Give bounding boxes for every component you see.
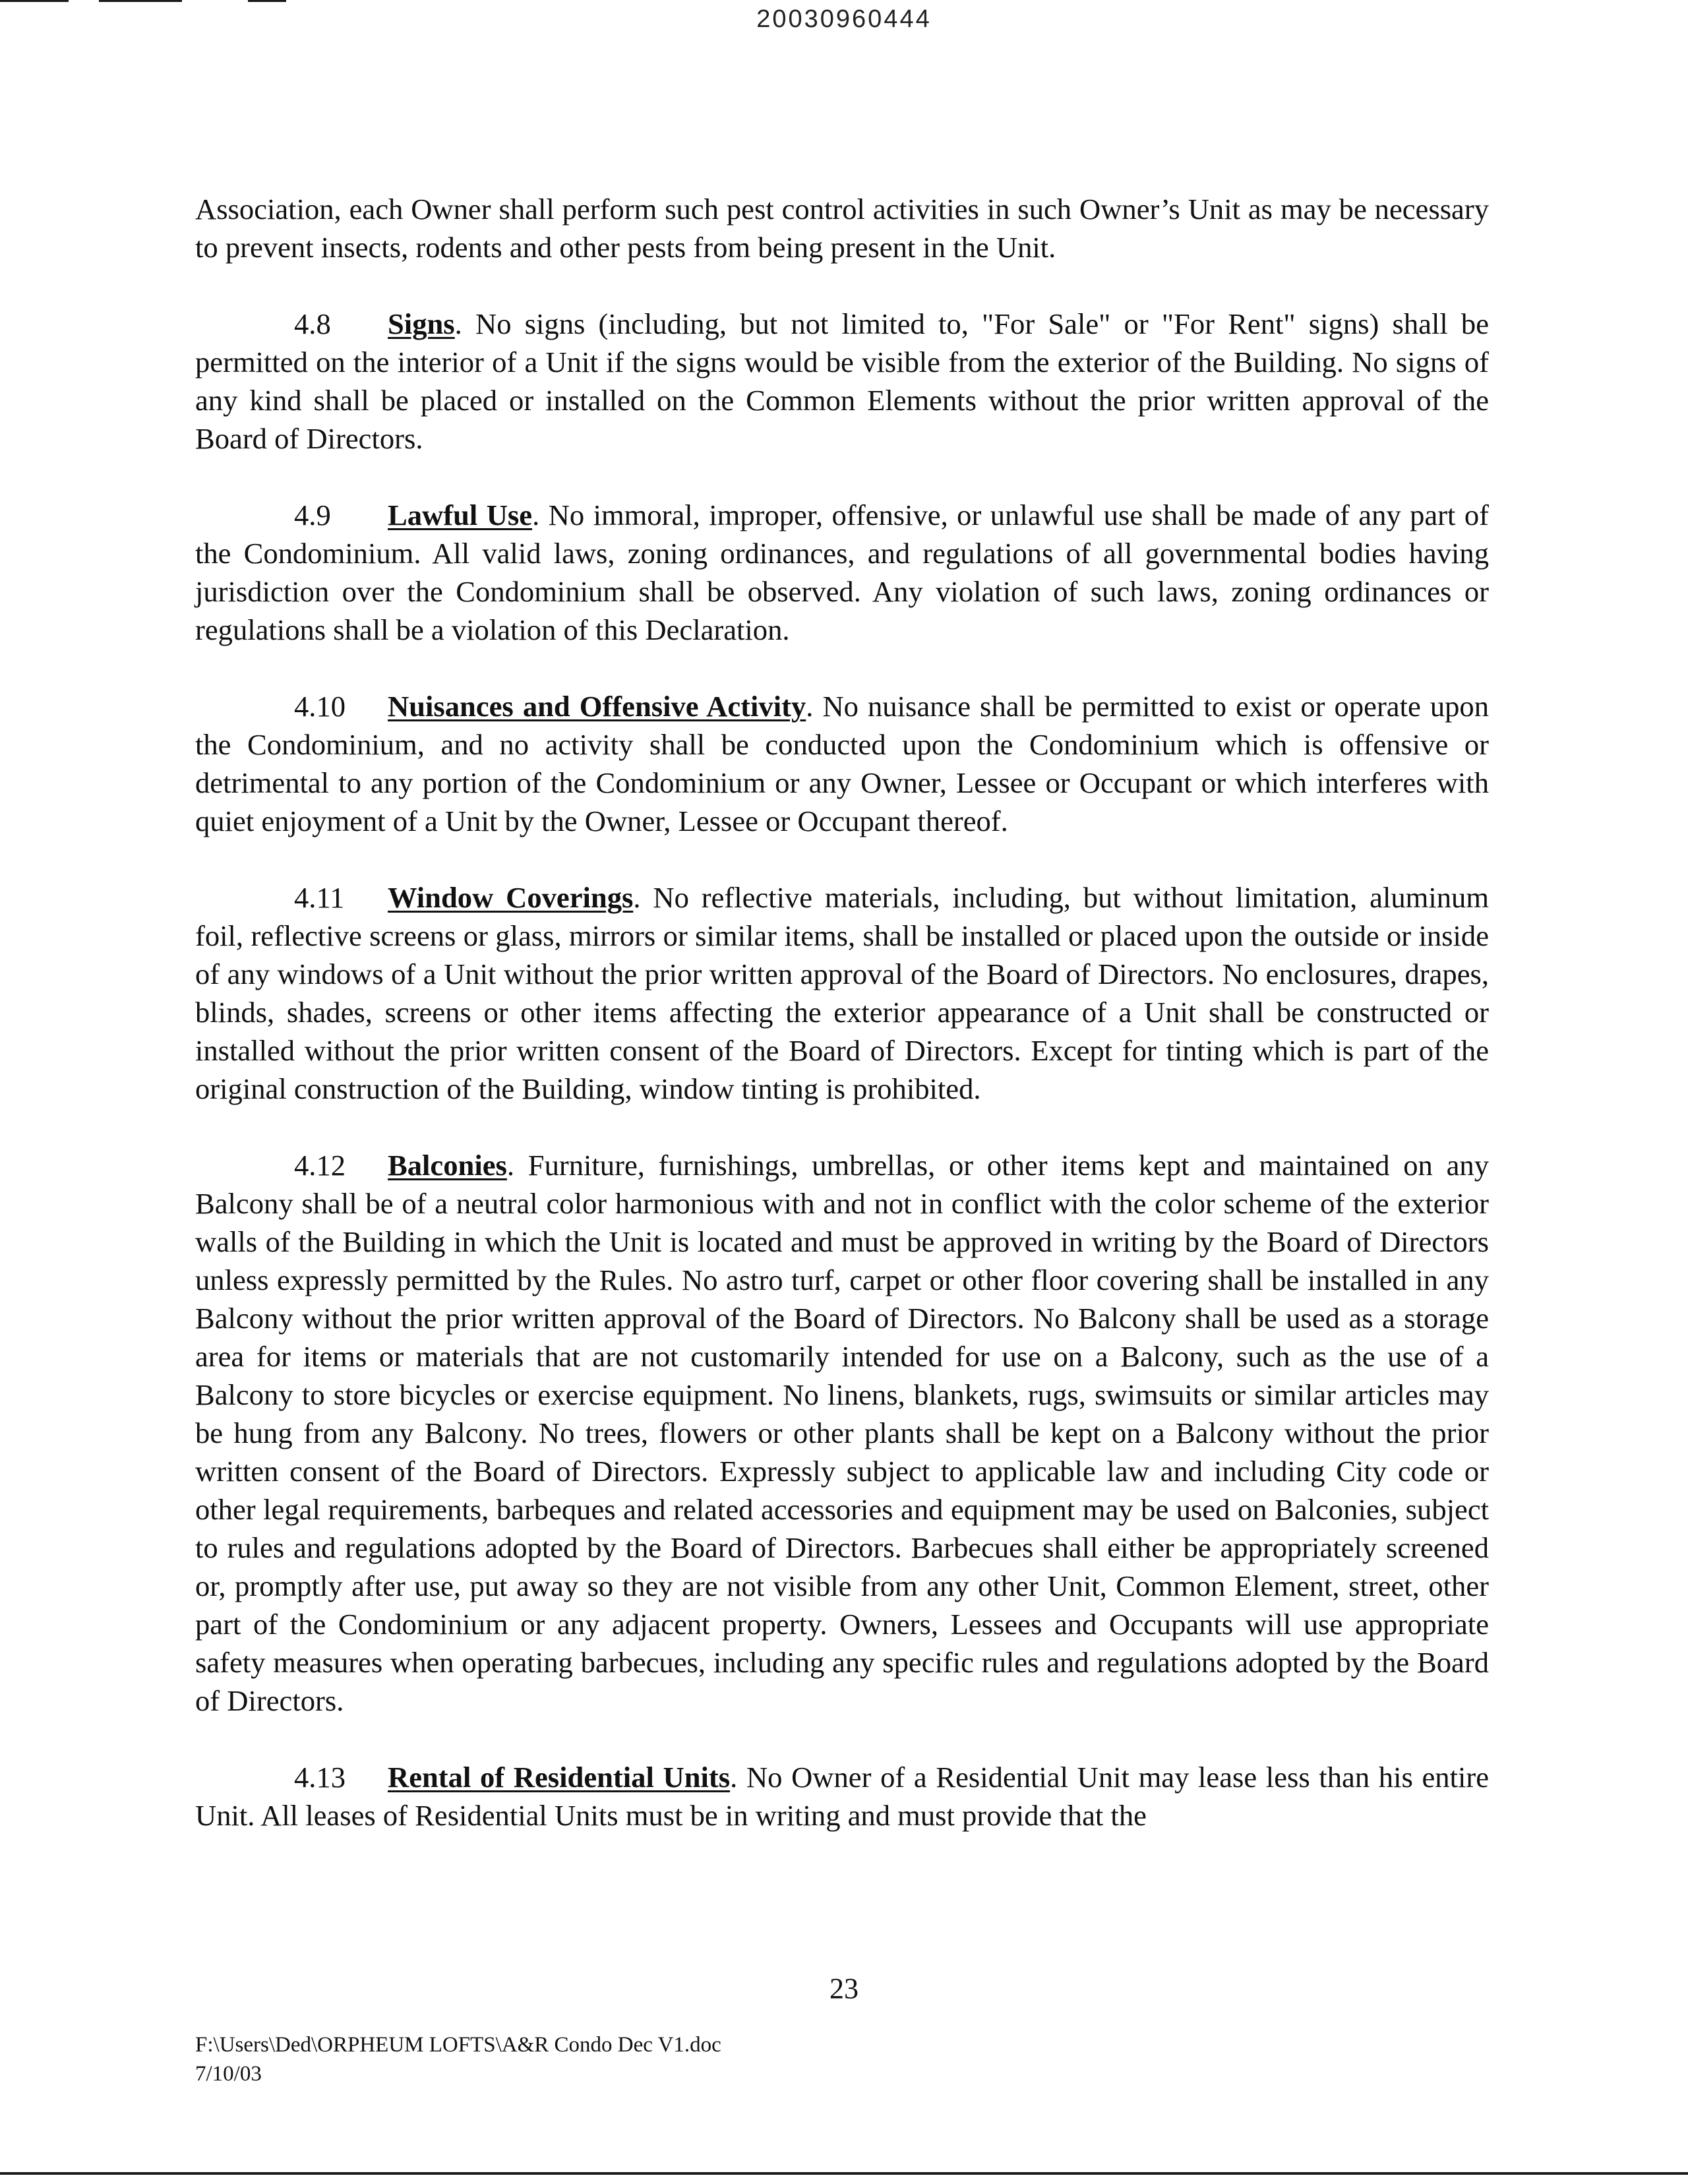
- section-number: 4.12: [294, 1149, 346, 1182]
- scan-artifact-top-3: [248, 0, 286, 2]
- section-4-12: 4.12 Balconies. Furniture, furnishings, umbrellas, or other items kept and maintained on any Balcony shall be of a neutral color harmonious with and not in conflict with the color scheme of the exterior walls of the Building in which the Unit is located and must be approved in writing by the Board of Directors unless expressly permitted by the Rules. No astro turf, carpet or other floor covering shall be installed in any Balcony without the prior written approval of the Board of Directors. No Balcony shall be used as a storage area for items or materials that are not customarily intended for use on a Balcony, such as the use of a Balcony to store bicycles or exercise equipment. No linens, blankets, rugs, swimsuits or similar articles may be hung from any Balcony. No trees, flowers or other plants shall be kept on a Balcony without the prior written consent of the Board of Directors. Expressly subject to applicable law and including City code or other legal requirements, barbeques and related accessories and equipment may be used on Balconies, subject to rules and regulations adopted by the Board of Directors. Barbecues shall either be appropriately screened or, promptly after use, put away so they are not visible from any other Unit, Common Element, street, other part of the Condominium or any adjacent property. Owners, Lessees and Occupants will use appropriate safety measures when operating barbecues, including any specific rules and regulations adopted by the Board of Directors.: [195, 1146, 1489, 1720]
- footer-date: 7/10/03: [195, 2062, 262, 2086]
- intro-paragraph: Association, each Owner shall perform such pest control activities in such Owner’s Unit as may be necessary to prevent insects, rodents and other pests from being present in the Unit.: [195, 193, 1489, 264]
- section-text: No Owner of a Residential Unit may lease less than his entire Unit. All leases of Residential Units must be in writing and must provide that the: [195, 1761, 1489, 1832]
- page-number: 23: [829, 1972, 859, 2005]
- section-number: 4.13: [294, 1761, 346, 1794]
- section-number: 4.8: [294, 307, 331, 340]
- section-number: 4.9: [294, 499, 331, 531]
- section-4-11: 4.11 Window Coverings. No reflective materials, including, but without limitation, aluminum foil, reflective screens or glass, mirrors or similar items, shall be installed or placed upon the outside or inside of any windows of a Unit without the prior written approval of the Board of Directors. No enclosures, drapes, blinds, shades, screens or other items affecting the exterior appearance of a Unit shall be constructed or installed without the prior written consent of the Board of Directors. Except for tinting which is part of the original construction of the Building, window tinting is prohibited.: [195, 878, 1489, 1108]
- scan-artifact-top-2: [99, 0, 182, 2]
- section-number: 4.11: [294, 881, 345, 914]
- section-4-8: 4.8 Signs. No signs (including, but not limited to, "For Sale" or "For Rent" signs) shall be permitted on the interior of a Unit if the signs would be visible from the exterior of the Building. No signs of any kind shall be placed or installed on the Common Elements without the prior written approval of the Board of Directors.: [195, 305, 1489, 458]
- section-title: Rental of Residential Units: [388, 1761, 731, 1794]
- section-text: No signs (including, but not limited to, "For Sale" or "For Rent" signs) shall be permitted on the interior of a Unit if the signs would be visible from the exterior of the Building. No signs of any kind shall be placed or installed on the Common Elements without the prior written approval of the Board of Directors.: [195, 307, 1490, 455]
- document-body: [195, 190, 1489, 1873]
- section-4-13: 4.13 Rental of Residential Units. No Owner of a Residential Unit may lease less than his entire Unit. All leases of Residential Units must be in writing and must provide that the: [195, 1758, 1489, 1835]
- scan-artifact-top-1: [0, 0, 69, 2]
- section-4-9: 4.9 Lawful Use. No immoral, improper, offensive, or unlawful use shall be made of any part of the Condominium. All valid laws, zoning ordinances, and regulations of all governmental bodies having jurisdiction over the Condominium shall be observed. Any violation of such laws, zoning ordinances or regulations shall be a violation of this Declaration.: [195, 496, 1489, 649]
- document-number: 20030960444: [756, 5, 932, 33]
- section-text: No immoral, improper, offensive, or unlawful use shall be made of any part of the Condominium. All valid laws, zoning ordinances, and regulations of all governmental bodies having jurisdiction over the Condominium shall be observed. Any violation of such laws, zoning ordinances or regulations shall be a violation of this Declaration.: [195, 499, 1489, 646]
- footer-file-path: F:\Users\Ded\ORPHEUM LOFTS\A&R Condo Dec V1.doc: [195, 2033, 721, 2057]
- section-title: Signs: [388, 307, 455, 340]
- scan-artifact-bottom: [0, 2172, 1688, 2175]
- section-title: Nuisances and Offensive Activity: [388, 690, 806, 723]
- section-title: Balconies: [388, 1149, 507, 1182]
- section-number: 4.10: [294, 690, 346, 723]
- section-title: Window Coverings: [388, 881, 634, 914]
- section-text: Furniture, furnishings, umbrellas, or other items kept and maintained on any Balcony shall be of a neutral color harmonious with and not in conflict with the color scheme of the exterior walls of the Building in which the Unit is located and must be approved in writing by the Board of Directors unless expressly permitted by the Rules. No astro turf, carpet or other floor covering shall be installed in any Balcony without the prior written approval of the Board of Directors. No Balcony shall be used as a storage area for items or materials that are not customarily intended for use on a Balcony, such as the use of a Balcony to store bicycles or exercise equipment. No linens, blankets, rugs, swimsuits or similar articles may be hung from any Balcony. No trees, flowers or other plants shall be kept on a Balcony without the prior written consent of the Board of Directors. Expressly subject to applicable law and including City code or other legal requirements, barbeques and related accessories and equipment may be used on Balconies, subject to rules and regulations adopted by the Board of Directors. Barbecues shall either be appropriately screened or, promptly after use, put away so they are not visible from any other Unit, Common Element, street, other part of the Condominium or any adjacent property. Owners, Lessees and Occupants will use appropriate safety measures when operating barbecues, including any specific rules and regulations adopted by the Board of Directors.: [195, 1149, 1489, 1717]
- section-title: Lawful Use: [388, 499, 533, 531]
- section-4-10: 4.10 Nuisances and Offensive Activity. No nuisance shall be permitted to exist or operate upon the Condominium, and no activity shall be conducted upon the Condominium which is offensive or detrimental to any portion of the Condominium or any Owner, Lessee or Occupant or which interferes with quiet enjoyment of a Unit by the Owner, Lessee or Occupant thereof.: [195, 687, 1489, 840]
- section-text: No nuisance shall be permitted to exist or operate upon the Condominium, and no activity shall be conducted upon the Condominium which is offensive or detrimental to any portion of the Condominium or any Owner, Lessee or Occupant or which interferes with quiet enjoyment of a Unit by the Owner, Lessee or Occupant thereof.: [195, 690, 1490, 837]
- section-text: No reflective materials, including, but without limitation, aluminum foil, reflective screens or glass, mirrors or similar items, shall be installed or placed upon the outside or inside of any windows of a Unit without the prior written approval of the Board of Directors. No enclosures, drapes, blinds, shades, screens or other items affecting the exterior appearance of a Unit shall be constructed or installed without the prior written consent of the Board of Directors. Except for tinting which is part of the original construction of the Building, window tinting is prohibited.: [195, 881, 1490, 1105]
